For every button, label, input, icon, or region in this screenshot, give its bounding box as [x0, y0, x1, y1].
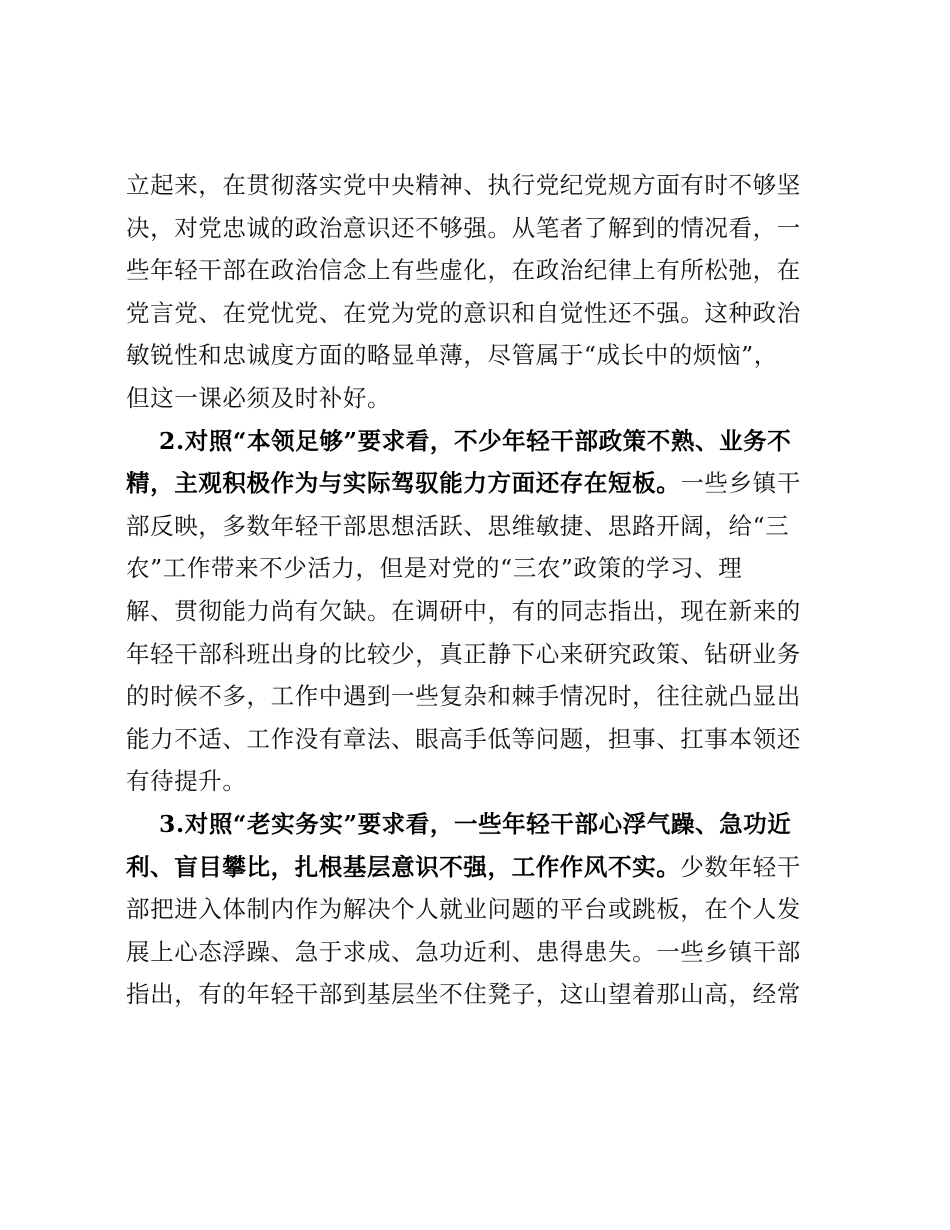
para3-heading-line: [126, 803, 836, 846]
para2-heading-line: [126, 420, 836, 463]
para1-line: 决，对党忠诚的政治意识还不够强。从笔者了解到的情况看，一: [126, 213, 801, 242]
para1-line: 但这一课必须及时补好。: [126, 383, 392, 412]
para1-line: 立起来，在贯彻落实党中央精神、执行党纪党规方面有时不够坚: [126, 171, 801, 199]
para2-line: 部反映，多数年轻干部思想活跃、思维敏捷、思路开阔，给“三: [126, 511, 790, 540]
para2-line: 年轻干部科班出身的比较少，真正静下心来研究政策、钻研业务: [126, 639, 801, 668]
para3-line: 展上心态浮躁、急于求成、急功近利、患得患失。一些乡镇干部: [126, 937, 801, 966]
para3-heading: 3.对照“老实务实”要求看，一些年轻干部心浮气躁、急功近: [159, 809, 792, 838]
document-body: [126, 164, 836, 1016]
para3-heading-line: [126, 846, 836, 889]
para3-line: 指出，有的年轻干部到基层坐不住凳子，这山望着那山高，经常: [126, 980, 801, 1009]
para2-line: 有待提升。: [126, 767, 247, 796]
para2-heading: 2.对照“本领足够”要求看，不少年轻干部政策不熟、业务不: [159, 426, 792, 455]
para3-heading: 利、盲目攀比，扎根基层意识不强，工作作风不实。: [126, 852, 681, 881]
para3-line: 部把进入体制内作为解决个人就业问题的平台或跳板，在个人发: [126, 895, 801, 924]
para2-line: 能力不适、工作没有章法、眼高手低等问题，担事、扛事本领还: [126, 724, 801, 753]
para2-line: 解、贯彻能力尚有欠缺。在调研中，有的同志指出，现在新来的: [126, 596, 801, 625]
para1-line: 些年轻干部在政治信念上有些虚化，在政治纪律上有所松弛，在: [126, 256, 801, 285]
para2-heading-line: [126, 462, 836, 505]
para1-line: 敏锐性和忠诚度方面的略显单薄，尽管属于“成长中的烦恼”，: [126, 341, 778, 370]
para1-line: 党言党、在党忧党、在党为党的意识和自觉性还不强。这种政治: [126, 298, 801, 327]
para2-heading: 精，主观积极作为与实际驾驭能力方面还存在短板。: [126, 469, 681, 498]
para2-line: 农”工作带来不少活力，但是对党的“三农”政策的学习、理: [126, 554, 743, 583]
para2-line: 的时候不多，工作中遇到一些复杂和棘手情况时，往往就凸显出: [126, 682, 801, 711]
para2-body-text: 一些乡镇干: [680, 469, 801, 498]
para3-body-text: 少数年轻干: [680, 852, 801, 881]
